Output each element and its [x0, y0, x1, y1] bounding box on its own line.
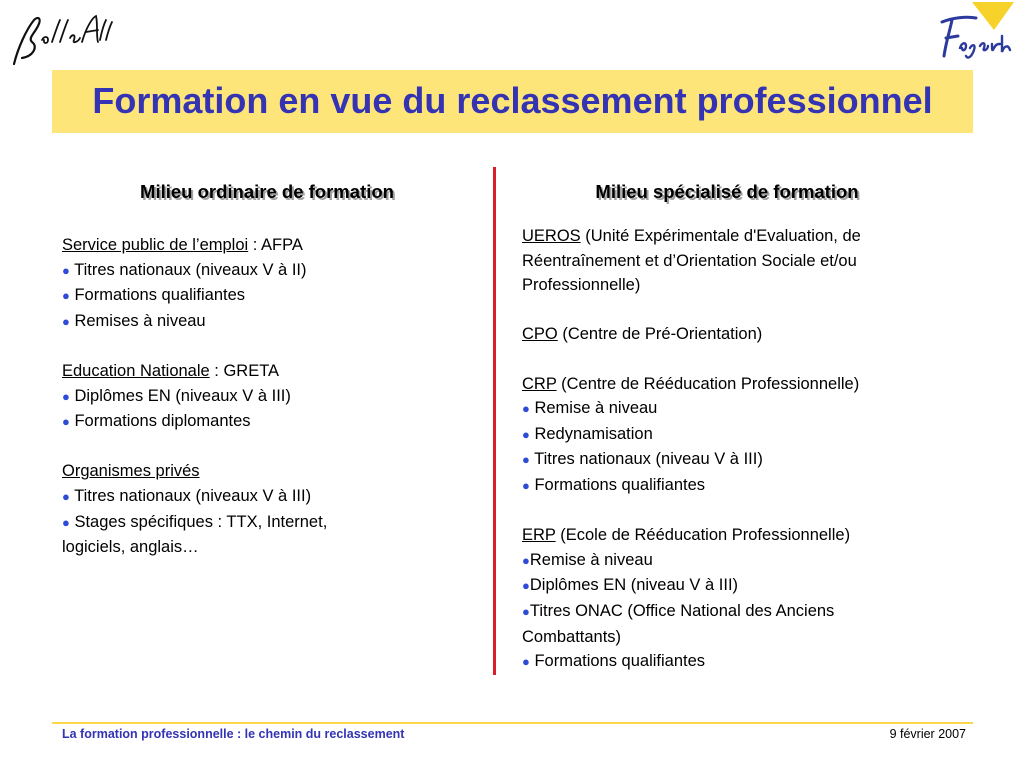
- list-item: ●Remise à niveau: [522, 550, 653, 569]
- erp-heading: ERP (Ecole de Rééducation Professionnelle): [522, 526, 851, 545]
- list-item: ● Formations diplomantes: [62, 412, 251, 431]
- list-item: ● Remise à niveau: [522, 399, 658, 418]
- list-item: ● Formations qualifiantes: [522, 475, 706, 494]
- belle-alliance-logo: [8, 8, 118, 68]
- section-label: ERP: [522, 526, 556, 545]
- list-item: ● Stages spécifiques : TTX, Internet,: [62, 512, 328, 531]
- left-column: [62, 233, 482, 560]
- section-label: Organismes privés: [62, 462, 200, 481]
- bullet-icon: ●: [62, 388, 70, 404]
- section-label: CRP: [522, 374, 557, 393]
- crp-heading: CRP (Centre de Rééducation Professionnelle): [522, 374, 860, 393]
- page-title: Formation en vue du reclassement professionnel: [92, 80, 933, 121]
- list-item-continuation: Combattants): [522, 627, 622, 646]
- list-item-continuation: logiciels, anglais…: [62, 538, 199, 557]
- section-label: Education Nationale: [62, 361, 210, 380]
- section-suffix: : AFPA: [248, 236, 303, 254]
- bullet-icon: ●: [62, 514, 70, 530]
- left-column-heading: Milieu ordinaire de formation: [140, 181, 394, 202]
- bullet-icon: ●: [62, 414, 70, 430]
- bullet-icon: ●: [522, 426, 530, 442]
- bullet-icon: ●: [62, 262, 70, 278]
- section-suffix: : GRETA: [209, 361, 280, 380]
- ueros-heading: UEROS (Unité Expérimentale d'Evaluation, de: [522, 227, 861, 245]
- bullet-icon: ●: [522, 578, 530, 594]
- right-column: [522, 224, 962, 675]
- bullet-icon: ●: [522, 401, 530, 417]
- list-item: ● Remises à niveau: [62, 311, 206, 330]
- list-item: ●Titres ONAC (Office National des Anciens: [522, 601, 835, 620]
- list-item: ● Titres nationaux (niveaux V à II): [62, 260, 307, 279]
- list-item: ● Diplômes EN (niveaux V à III): [62, 386, 291, 405]
- bullet-icon: ●: [522, 654, 530, 670]
- bullet-icon: ●: [522, 552, 530, 568]
- fagerh-logo: [932, 0, 1016, 64]
- bullet-icon: ●: [522, 477, 530, 493]
- footer-title: La formation professionnelle : le chemin du reclassement: [62, 727, 405, 741]
- ueros-line: Professionnelle): [522, 276, 641, 295]
- ueros-line: Réentraînement et d’Orientation Sociale et/ou: [522, 251, 857, 270]
- bullet-icon: ●: [522, 452, 530, 468]
- footer-date: 9 février 2007: [889, 727, 966, 741]
- bullet-icon: ●: [522, 603, 530, 619]
- section-heading: [62, 359, 482, 384]
- bullet-icon: ●: [62, 488, 70, 504]
- section-heading: [62, 233, 482, 258]
- title-banner: [52, 70, 973, 133]
- right-column-heading: Milieu spécialisé de formation: [595, 181, 859, 202]
- list-item: ● Formations qualifiantes: [522, 652, 706, 671]
- section-heading: [62, 459, 482, 484]
- list-item: ● Formations qualifiantes: [62, 286, 246, 305]
- list-item: ● Redynamisation: [522, 424, 653, 443]
- bullet-icon: ●: [62, 288, 70, 304]
- footer-divider: [52, 722, 973, 724]
- bullet-icon: ●: [62, 313, 70, 329]
- list-item: ● Titres nationaux (niveaux V à III): [62, 486, 312, 505]
- list-item: ●Diplômes EN (niveau V à III): [522, 576, 739, 595]
- cpo-heading: CPO (Centre de Pré-Orientation): [522, 325, 763, 344]
- list-item: ● Titres nationaux (niveau V à III): [522, 450, 763, 469]
- section-label: CPO: [522, 325, 558, 344]
- column-divider: [493, 167, 496, 675]
- section-label: Service public de l’emploi: [62, 236, 249, 254]
- section-label: UEROS: [522, 227, 581, 245]
